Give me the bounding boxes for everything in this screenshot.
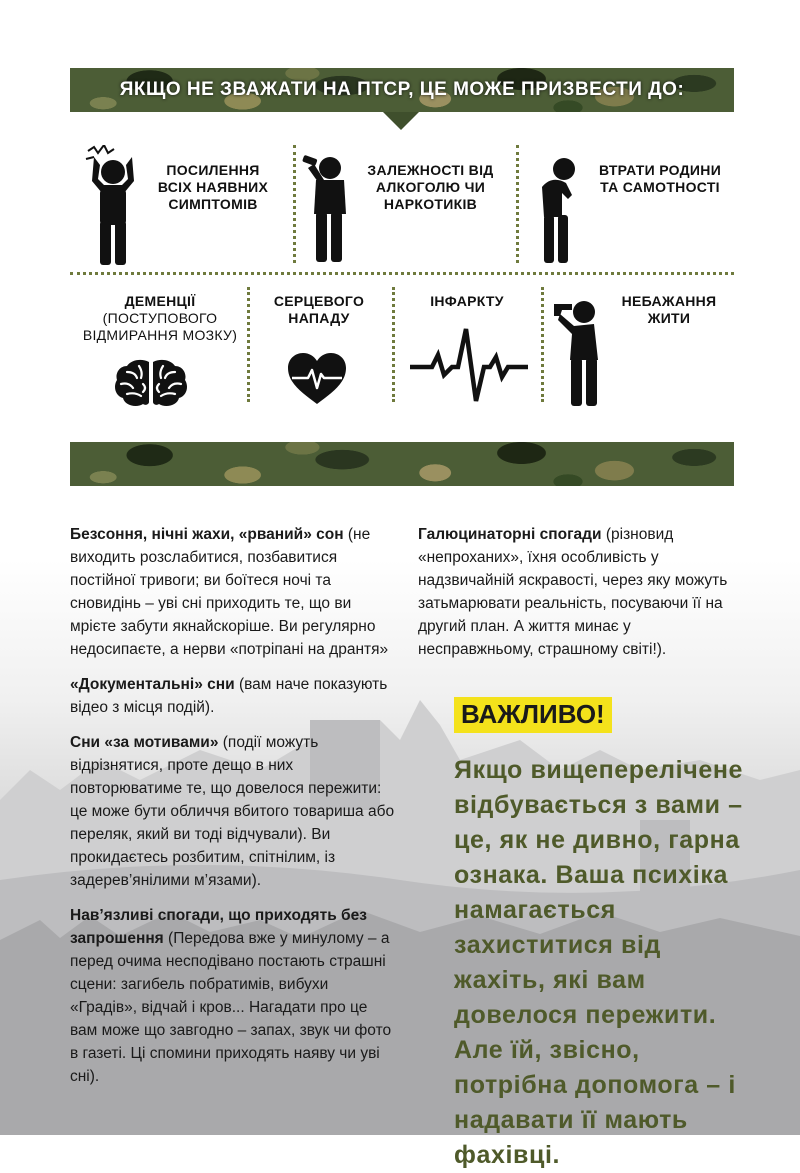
left-column xyxy=(70,523,395,1100)
heartbeat-line-icon xyxy=(410,325,528,405)
right-column xyxy=(418,523,738,673)
heart-icon xyxy=(286,352,348,406)
consequence-dementia xyxy=(78,293,242,344)
brain-icon xyxy=(113,358,189,408)
banner-title: ЯКЩО НЕ ЗВАЖАТИ НА ПТСР, ЦЕ МОЖЕ ПРИЗВЕСТИ ДО: xyxy=(119,79,685,100)
motif-dreams-text: (події можуть відрізнятися, проте дещо в них повторюватиме те, що довелося пережити: це може бути обличчя вбитого товариша або переляк, який ви тоді відчували). Ви прокидаєтесь розбитим, спітнілим, із задерев’янілими м’язами). xyxy=(70,734,395,889)
consequence-no-will-to-live: НЕБАЖАННЯ ЖИТИ xyxy=(621,293,717,326)
insomnia-text: (не виходить розслабитися, позбавитися постійної тривоги; ви боїтеся ночі та сновидінь – уві сні приходить те, що ви мрієте забути якнайскоріше. Ви регулярно недосипаєте, а нерви «потріпані на дрантя» xyxy=(70,526,389,658)
separator xyxy=(392,287,395,402)
top-banner xyxy=(70,68,734,112)
insomnia-title: Безсоння, нічні жахи, «рваний» сон xyxy=(70,526,344,543)
camo-band xyxy=(70,442,734,486)
important-badge: ВАЖЛИВО! xyxy=(454,697,612,733)
gun-to-head-person-icon xyxy=(550,298,606,408)
consequence-heart-attack: СЕРЦЕВОГО НАПАДУ xyxy=(273,293,365,326)
consequence-symptoms: ПОСИЛЕННЯ ВСІХ НАЯВНИХ СИМПТОМІВ xyxy=(157,162,269,212)
paragraph-documentary-dreams xyxy=(70,673,395,719)
paragraph-hallucinatory-memories xyxy=(418,523,738,661)
paragraph-motif-dreams xyxy=(70,731,395,892)
consequence-addiction: ЗАЛЕЖНОСТІ ВІД АЛКОГОЛЮ ЧИ НАРКОТИКІВ xyxy=(367,162,494,212)
separator xyxy=(293,145,296,263)
consequence-family-loss: ВТРАТИ РОДИНИ ТА САМОТНОСТІ xyxy=(598,162,722,195)
hallucinatory-memories-text: (різновид «непроханих», їхня особливість у надзвичайній яскравості, через яку можуть затьмарювати реальність, посуваючи її на другий план. А життя минає у несправжньому, страшному світі!). xyxy=(418,526,728,658)
documentary-dreams-text: (вам наче показують відео з місця подій). xyxy=(70,676,388,716)
dementia-label: ДЕМЕНЦІЇ xyxy=(124,293,196,309)
drinking-person-icon xyxy=(300,152,360,264)
documentary-dreams-title: «Документальні» сни xyxy=(70,676,235,693)
consequence-infarction: ІНФАРКТУ xyxy=(430,293,504,309)
hallucinatory-memories-title: Галюцинаторні спогади xyxy=(418,526,602,543)
paragraph-insomnia xyxy=(70,523,395,661)
paragraph-intrusive-memories xyxy=(70,904,395,1088)
motif-dreams-title: Сни «за мотивами» xyxy=(70,734,219,751)
sad-person-icon xyxy=(532,155,582,265)
intrusive-memories-text: (Передова вже у минулому – а перед очима несподівано постають страшні сцени: загибель побратимів, вибухи «Градів», відчай і кров... Нагадати про це вам може що завгодно – запах, звук чи фото в газеті. Ці спомини приходять наяву чи уві сні). xyxy=(70,930,392,1085)
important-text: Якщо вищеперелічене відбувається з вами – це, як не дивно, гарна ознака. Ваша психіка намагається захиститися від жахіть, які вам довелося пережити. Але їй, звісно, потрібна допомога – і надавати її мають фахівці. xyxy=(454,756,744,1169)
headache-person-icon xyxy=(80,145,140,267)
separator xyxy=(516,145,519,263)
separator xyxy=(247,287,250,402)
separator xyxy=(70,272,734,275)
banner-arrow xyxy=(383,112,419,130)
intrusive-memories-title: Нав’язливі спогади, що приходять без запрошення xyxy=(70,907,367,947)
dementia-sublabel: (ПОСТУПОВОГО ВІДМИРАННЯ МОЗКУ) xyxy=(82,310,238,343)
separator xyxy=(541,287,544,402)
